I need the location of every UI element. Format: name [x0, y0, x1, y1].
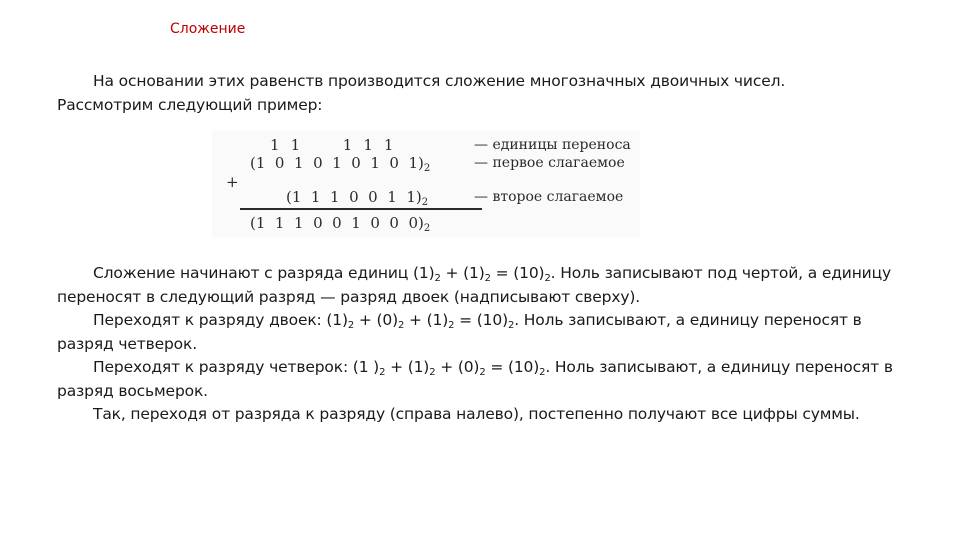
carry-digits: 1 1 1 1 1: [270, 136, 394, 154]
p3-sub-2: 2: [429, 367, 436, 378]
p3-sub-3: 2: [479, 367, 486, 378]
p3-sub-4: 2: [539, 367, 546, 378]
paragraph-1: [57, 262, 917, 309]
p2-sub-2: 2: [398, 320, 405, 331]
label-first-addend: — первое слагаемое: [474, 155, 625, 171]
paragraph-4: [57, 403, 917, 427]
p1-text-b: + (1): [440, 264, 485, 282]
p2-text-e: . Ноль записывают, а единицу переносят в разряд четверок.: [57, 311, 862, 353]
first-addend: [250, 155, 430, 177]
label-second-addend: — второе слагаемое: [474, 189, 624, 205]
p2-sub-3: 2: [448, 320, 455, 331]
intro-paragraph: [57, 70, 917, 117]
first-addend-base: 2: [423, 163, 431, 174]
p2-text-d: = (10): [454, 311, 508, 329]
sum-result: [250, 215, 430, 237]
p1-sub-3: 2: [544, 273, 551, 284]
sum-digits: (1 1 1 0 0 1 0 0 0): [250, 214, 424, 232]
paragraph-3: [57, 356, 917, 403]
plus-sign: +: [226, 173, 239, 191]
p2-sub-4: 2: [507, 320, 515, 331]
intro-line-2: Рассмотрим следующий пример:: [57, 95, 323, 114]
p3-text-c: + (0): [435, 358, 480, 376]
first-addend-digits: (1 0 1 0 1 0 1 0 1): [250, 154, 424, 172]
explanation-text: [57, 262, 917, 427]
p3-text-a: Переходят к разряду четверок: (1 ): [93, 358, 380, 376]
second-addend-base: 2: [421, 197, 429, 208]
p3-text-d: = (10): [485, 358, 540, 376]
p1-sub-2: 2: [484, 273, 491, 284]
label-carry: — единицы переноса: [474, 137, 631, 153]
p2-text-b: + (0): [354, 311, 399, 329]
sum-base: 2: [423, 223, 431, 234]
binary-addition-example: [212, 131, 640, 237]
intro-line-1: На основании этих равенств производится сложение многозначных двоичных чисел.: [93, 72, 786, 90]
p1-text-a: Сложение начинают с разряда единиц (1): [93, 264, 435, 282]
second-addend-digits: (1 1 1 0 0 1 1): [286, 188, 422, 206]
p1-sub-1: 2: [434, 273, 441, 284]
p1-text-d: . Ноль записывают под чертой, а единицу переносят в следующий разряд — разряд двоек (надписывают сверху).: [57, 264, 892, 306]
p2-text-a: Переходят к разряду двоек: (1): [93, 311, 348, 329]
p1-text-c: = (10): [490, 264, 545, 282]
p3-text-e: . Ноль записывают, а единицу переносят в разряд восьмерок.: [57, 358, 893, 400]
p3-sub-1: 2: [379, 367, 386, 378]
p4-text: Так, переходя от разряда к разряду (справа налево), постепенно получают все цифры суммы.: [93, 405, 860, 423]
p2-sub-1: 2: [347, 320, 355, 331]
p3-text-b: + (1): [385, 358, 430, 376]
paragraph-2: [57, 309, 917, 356]
sum-rule: [240, 208, 482, 210]
slide-title: Сложение: [170, 21, 246, 37]
p2-text-c: + (1): [404, 311, 449, 329]
